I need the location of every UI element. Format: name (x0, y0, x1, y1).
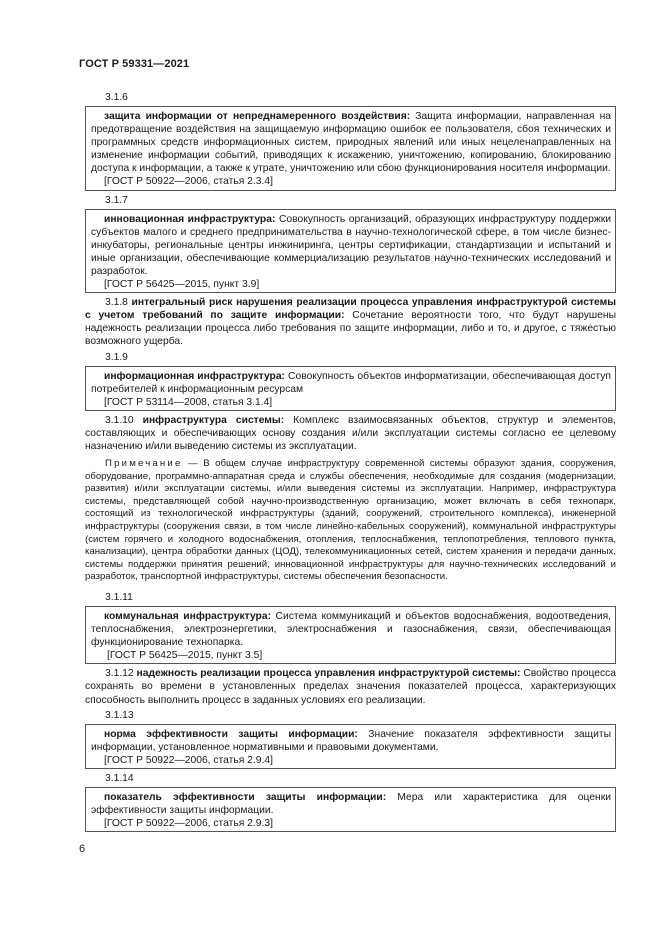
term-name: показатель эффективности защиты информации: (104, 791, 387, 803)
clause-number: 3.1.12 (105, 668, 134, 680)
clause-number: 3.1.8 (105, 297, 128, 309)
reference: [ГОСТ Р 50922—2006, статья 2.9.3] (104, 818, 273, 830)
definition-text: Совокупность организаций, образующих инфраструктуру поддержки субъектов малого и среднего предпринимательства в научно-технологической сфере, в том числе бизнес-инкубаторы, региональные центры инжиниринга, центры сертификации, стандартизации и испытаний и иные организации, обеспечивающие коммерциализацию результатов научно-технических исследований и разработок. (91, 213, 612, 277)
term-definition (91, 610, 611, 649)
note (85, 458, 616, 584)
clause-number: 3.1.14 (105, 772, 134, 784)
term-box-3-1-6 (85, 106, 616, 191)
term-definition (91, 728, 611, 754)
clause-3-1-8 (85, 296, 616, 348)
definition-text: Комплекс взаимосвязанных объектов, структур и элементов, составляющих и обеспечивающих основу создания и/или эксплуатации системы согласно ее целевому назначению и/или выведению системы из эксплуатации. (85, 414, 616, 452)
term-definition (91, 370, 611, 396)
term-name: инфраструктура системы: (142, 414, 285, 426)
definition-text: Совокупность объектов информатизации, обеспечивающая доступ потребителей к информационным ресурсам (91, 370, 611, 395)
clause-number: 3.1.10 (105, 414, 134, 426)
clause-3-1-10 (85, 414, 616, 453)
page-number: 6 (79, 843, 86, 855)
reference: [ГОСТ Р 50922—2006, статья 2.3.4] (104, 176, 273, 188)
document-body (85, 91, 616, 835)
note-text: — В общем случае инфраструктуру современной системы образуют здания, сооружения, оборудование, программно-аппаратная среда и службы обеспечения, необходимые для создания (модернизации, развития) и/или эксплуатации системы, и/или выведения системы из эксплуатации. Например, инфраструктура системы, представляющей собой научно-производственную организацию, может включать в себя технопарк, состоящий из технологической инфраструктуры (зданий, сооружений, строительного комплекса), инженерной инфраструктуры (сооружения связи, в том числе линейно-кабельных сооружений), коммунальной инфраструктуры (систем горячего и холодного водоснабжения, отопления, теплоснабжения, теплопотребления, теплового пункта, канализации), центра обработки данных (ЦОД), телекоммуникационных сетей, систем хранения и передачи данных, системы поддержки принятия решений, инновационной инфраструктуры для научно-технических исследований и разработок, транспортной инфраструктуры, системы обеспечения безопасности. (85, 458, 616, 583)
reference: [ГОСТ Р 50922—2006, статья 2.9.4] (104, 754, 273, 766)
definition-text: Сочетание вероятности того, что будут нарушены надежность реализации процесса либо требования по защите информации, либо и то, и другое, с тяжестью возможного ущерба. (85, 310, 616, 348)
clause-number: 3.1.7 (105, 194, 128, 206)
clause-number: 3.1.9 (105, 351, 128, 363)
term-definition (91, 791, 611, 817)
definition-text: Защита информации, направленная на предотвращение воздействия на защищаемую информацию ошибок ее пользователя, сбоя технических и программных средств информационных систем, природных явлений или иных нецеленаправленных на изменение информации событий, приводящих к искажению, уничтожению, копированию, блокированию доступа к информации, а также к утрате, уничтожению или сбою функционирования носителя информации. (91, 111, 612, 175)
term-name: инновационная инфраструктура: (104, 213, 276, 225)
term-name: информационная инфраструктура: (104, 370, 285, 382)
term-box-3-1-14 (85, 787, 616, 832)
term-box-3-1-11 (85, 606, 616, 664)
clause-number: 3.1.13 (105, 709, 134, 721)
definition-text: Значение показателя эффективности защиты информации, установленное нормативными и правовыми документами. (91, 728, 611, 753)
definition-text: Мера или характеристика для оценки эффективности защиты информации. (91, 791, 611, 817)
reference: [ГОСТ Р 56425—2015, пункт 3.9] (104, 279, 260, 291)
term-box-3-1-7 (85, 209, 616, 294)
note-label: Примечание (105, 458, 183, 470)
term-name: коммунальная инфраструктура: (104, 611, 272, 622)
clause-number: 3.1.11 (105, 592, 133, 603)
document-header: ГОСТ Р 59331—2021 (79, 58, 190, 70)
clause-number: 3.1.6 (105, 92, 128, 103)
definition-text: Свойство процесса сохранять во времени в установленных пределах значения показателей процесса, характеризующих способность выполнить процесс в заданных условиях его реализации. (85, 668, 616, 706)
term-box-3-1-13 (85, 724, 616, 769)
reference: [ГОСТ Р 53114—2008, статья 3.1.4] (104, 396, 273, 408)
reference: [ГОСТ Р 56425—2015, пункт 3.5] (107, 650, 263, 662)
term-name: норма эффективности защиты информации: (104, 728, 358, 740)
clause-3-1-12 (85, 667, 616, 706)
term-name: защита информации от непреднамеренного воздействия: (104, 111, 411, 122)
term-box-3-1-9 (85, 366, 616, 411)
definition-text: Система коммуникаций и объектов водоснабжения, водоотведения, теплоснабжения, электроэнергетики, электроснабжения и газоснабжения, связи, обеспечивающая функционирование технопарка. (91, 611, 612, 649)
term-name: надежность реализации процесса управления инфраструктурой системы: (136, 668, 521, 680)
term-definition (91, 110, 611, 175)
term-definition (91, 213, 611, 278)
term-name: интегральный риск нарушения реализации процесса управления инфраструктурой системы с учетом требований по защите информации: (85, 297, 616, 322)
